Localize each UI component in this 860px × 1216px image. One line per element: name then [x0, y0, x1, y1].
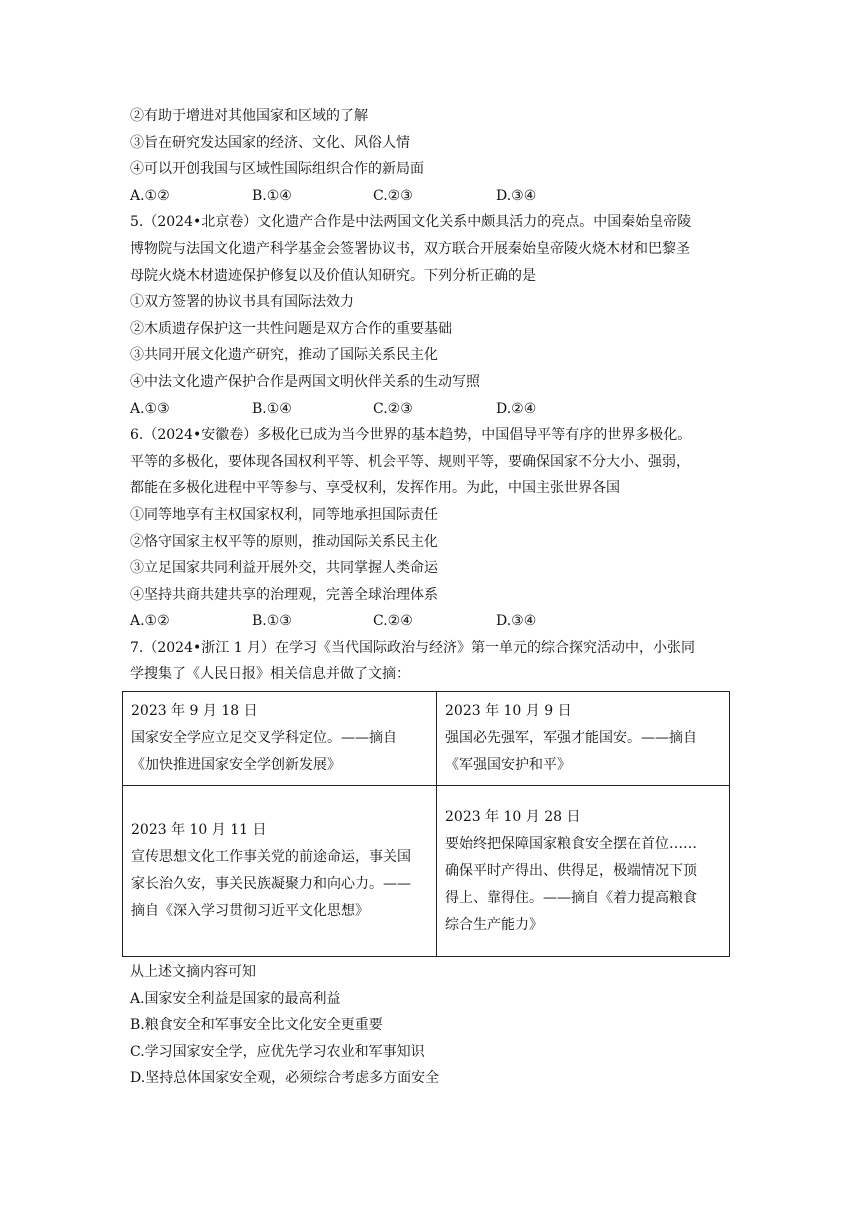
exam-page: [130, 103, 740, 1092]
excerpt-table: [122, 691, 730, 957]
q6-option-c: C.②④: [373, 613, 413, 630]
q7-stem-line: 学搜集了《人民日报》相关信息并做了文摘：: [130, 666, 410, 683]
q5-stem-line: 博物院与法国文化遗产科学基金会签署协议书，双方联合开展秦始皇帝陵火烧木材和巴黎圣: [130, 240, 690, 257]
excerpt-text: 宣传思想文化工作事关党的前途命运，事关国: [131, 849, 411, 866]
q6-option-a: A.①②: [130, 613, 170, 630]
q4-option-b: B.①④: [252, 187, 292, 204]
q6-option-b: B.①③: [252, 613, 292, 630]
excerpt-text: 强国必先强军，军强才能国安。——摘自: [445, 730, 697, 747]
q4-statement-3: ③旨在研究发达国家的经济、文化、风俗人情: [130, 134, 410, 151]
q6-statement-4: ④坚持共商共建共享的治理观，完善全球治理体系: [130, 586, 438, 603]
q5-statements: [130, 289, 740, 395]
excerpt-text: 要始终把保障国家粮食安全摆在首位……: [445, 835, 697, 852]
q5-statement-4: ④中法文化遗产保护合作是两国文明伙伴关系的生动写照: [130, 373, 480, 390]
q6-stem: [130, 422, 740, 502]
excerpt-cell-4: [437, 786, 730, 957]
q6-option-d: D.③④: [496, 613, 537, 630]
q7-answers: [130, 959, 740, 1092]
q6-statement-3: ③立足国家共同利益开展外交，共同掌握人类命运: [130, 560, 438, 577]
q4-option-d: D.③④: [496, 187, 537, 204]
q4-statement-2: ②有助于增进对其他国家和区域的了解: [130, 108, 368, 124]
q5-option-d: D.②④: [496, 400, 537, 417]
q5-stem-line: 母院火烧木材遗迹保护修复以及价值认知研究。下列分析正确的是: [130, 267, 536, 284]
q4-options: [130, 183, 740, 210]
q5-statement-2: ②木质遗存保护这一共性问题是双方合作的重要基础: [130, 320, 452, 337]
excerpt-text: 确保平时产得出、供得足，极端情况下顶: [445, 862, 697, 879]
excerpt-text: 《军强国安护和平》: [445, 757, 571, 774]
excerpt-date: 2023 年 10 月 9 日: [445, 703, 572, 720]
q6-stem-line: 都能在多极化进程中平等参与、享受权利，发挥作用。为此，中国主张世界各国: [130, 480, 620, 497]
table-row: [123, 786, 730, 957]
q6-statement-1: ①同等地享有主权国家权利，同等地承担国际责任: [130, 506, 438, 523]
q5-statement-1: ①双方签署的协议书具有国际法效力: [130, 294, 354, 311]
excerpt-cell-1: [123, 692, 437, 786]
q5-stem-line: 5.（2024•北京卷）文化遗产合作是中法两国文化关系中颇具活力的亮点。中国秦始皇帝陵: [130, 214, 692, 231]
q5-stem: [130, 209, 740, 289]
excerpt-date: 2023 年 9 月 18 日: [131, 703, 258, 720]
q7-question: 从上述文摘内容可知: [130, 964, 256, 981]
q6-statement-2: ②恪守国家主权平等的原则，推动国际关系民主化: [130, 533, 438, 550]
q5-statement-3: ③共同开展文化遗产研究，推动了国际关系民主化: [130, 347, 438, 364]
excerpt-text: 综合生产能力》: [445, 916, 543, 933]
q5-option-b: B.①④: [252, 400, 292, 417]
q7-choice-c: C.学习国家安全学，应优先学习农业和军事知识: [130, 1043, 425, 1060]
q6-stem-line: 平等的多极化，要体现各国权利平等、机会平等、规则平等，要确保国家不分大小、强弱，: [130, 453, 690, 470]
excerpt-text: 国家安全学应立足交叉学科定位。——摘自: [131, 730, 397, 747]
q6-statements: [130, 502, 740, 608]
q7-stem: [130, 635, 740, 688]
excerpt-text: 摘自《深入学习贯彻习近平文化思想》: [131, 903, 369, 920]
excerpt-date: 2023 年 10 月 28 日: [445, 808, 581, 825]
q7-choice-b: B.粮食安全和军事安全比文化安全更重要: [130, 1017, 383, 1034]
q4-option-a: A.①②: [130, 187, 170, 204]
q5-option-c: C.②③: [373, 400, 413, 417]
q7-choice-a: A.国家安全利益是国家的最高利益: [130, 990, 341, 1007]
excerpt-text: 家长治久安，事关民族凝聚力和向心力。——: [131, 876, 411, 893]
q4-statements: [130, 103, 740, 183]
table-row: [123, 692, 730, 786]
q5-options: [130, 396, 740, 423]
excerpt-cell-2: [437, 692, 730, 786]
q7-stem-line: 7.（2024•浙江 1 月）在学习《当代国际政治与经济》第一单元的综合探究活动中，小张同: [130, 639, 696, 656]
excerpt-cell-3: [123, 786, 437, 957]
excerpt-text: 《加快推进国家安全学创新发展》: [131, 757, 341, 774]
q7-choice-d: D.坚持总体国家安全观，必须综合考虑多方面安全: [130, 1070, 440, 1087]
q4-statement-4: ④可以开创我国与区域性国际组织合作的新局面: [130, 161, 424, 178]
q4-option-c: C.②③: [373, 187, 413, 204]
excerpt-text: 得上、靠得住。——摘自《着力提高粮食: [445, 889, 697, 906]
excerpt-date: 2023 年 10 月 11 日: [131, 822, 267, 839]
q5-option-a: A.①③: [130, 400, 170, 417]
q6-stem-line: 6.（2024•安徽卷）多极化已成为当今世界的基本趋势，中国倡导平等有序的世界多极化。: [130, 427, 692, 444]
q6-options: [130, 608, 740, 635]
